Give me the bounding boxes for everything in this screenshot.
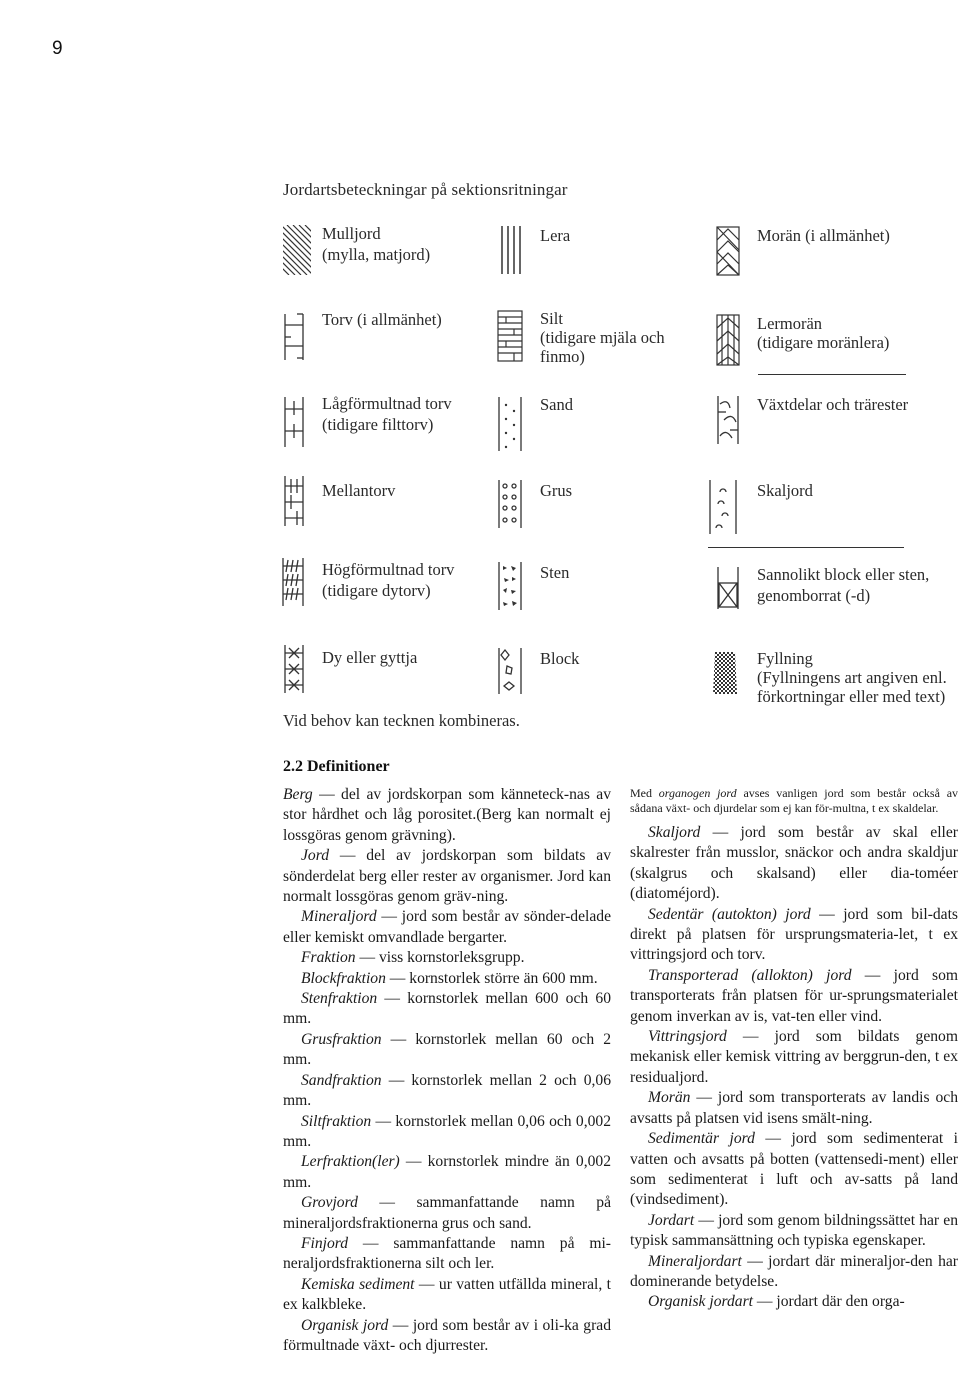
lera-label: Lera <box>540 226 571 245</box>
definition-term: Grovjord <box>301 1194 358 1212</box>
section-title: 2.2 Definitioner <box>283 758 390 775</box>
definition-term: Sedimentär jord <box>648 1130 755 1148</box>
definition-text: — jordart där den orga- <box>752 1293 905 1311</box>
sten-icon <box>497 560 523 612</box>
hogformultnad-subtitle: (tidigare dytorv) <box>322 581 431 600</box>
definition-text: — jord som genom bildningssättet har en typisk sammansättning och typiska egenskaper. <box>630 1211 958 1250</box>
silt-icon <box>497 310 523 362</box>
mellantorv-label: Mellantorv <box>322 481 396 500</box>
mulljord-label <box>322 223 430 265</box>
lermoran-name: Lermorän <box>757 314 823 333</box>
sand-dots-icon <box>497 395 523 453</box>
lagformultnad-subtitle: (tidigare filttorv) <box>322 415 434 434</box>
definition-text: — kornstorlek mellan 600 och 60 mm. <box>283 990 611 1028</box>
definition-entry <box>283 1316 611 1357</box>
definition-term: Morän <box>648 1089 691 1107</box>
definition-entry <box>283 1193 611 1234</box>
definition-text: — kornstorlek större än 600 mm. <box>385 969 598 987</box>
definition-term: Skaljord <box>648 824 701 841</box>
definition-text: — kornstorlek mindre än 0,002 mm. <box>283 1153 611 1191</box>
definition-entry <box>283 785 611 846</box>
definition-term: Vittringsjord <box>648 1028 727 1046</box>
lagformultnad-name: Lågförmultnad torv <box>322 394 452 413</box>
definition-entry <box>630 1252 958 1293</box>
fyllning-subtitle-1: (Fyllningens art angiven enl. <box>757 668 947 687</box>
mellantorv-icon <box>283 474 305 528</box>
definition-text: — del av jordskorpan som bildats av sönderdelat berg eller rester av organismer. Jord kan normalt lossgöras genom gräv-ning. <box>283 847 611 906</box>
fyllning-icon <box>713 650 737 696</box>
definition-text: — jord som består av skal eller skalrester från musslor, snäckor och andra skaldjur (skalgrus och skalsand) eller dia-toméer (diatoméjord). <box>630 824 958 903</box>
legend-heading: Jordartsbeteckningar på sektionsritningar <box>283 180 568 199</box>
fyllning-subtitle-2: förkortningar eller med text) <box>757 687 946 706</box>
definition-entry <box>283 1071 611 1112</box>
definition-term: Organisk jordart <box>648 1293 753 1311</box>
organogen-note <box>630 786 958 816</box>
definition-entry <box>283 989 611 1030</box>
sand-label: Sand <box>540 395 573 414</box>
definition-term: Organisk jord <box>301 1316 389 1334</box>
definition-entry <box>630 966 958 1027</box>
lagformultnad-torv-icon <box>283 395 305 449</box>
block-icon <box>497 646 523 696</box>
fyllning-name: Fyllning <box>757 649 813 668</box>
mulljord-subtitle: (mylla, matjord) <box>322 245 431 264</box>
moran-label: Morän (i allmänhet) <box>757 226 890 245</box>
silt-subtitle-1: (tidigare mjäla och <box>540 328 665 347</box>
definition-entry <box>630 1027 958 1088</box>
definition-text: — jord som transporterats från platsen för ur-sprungsmaterialet genom inverkan av is, vat-ten eller vind. <box>630 966 958 1025</box>
fyllning-label <box>757 649 947 706</box>
dy-gyttja-icon <box>283 643 305 695</box>
lermoran-label <box>757 314 889 352</box>
mulljord-name: Mulljord <box>322 224 381 243</box>
definition-text: — jord som transporterats av landis och avsatts på platsen vid isens smält-ning. <box>630 1089 958 1127</box>
mulljord-hatch-icon <box>283 225 311 275</box>
definition-entry <box>283 1275 611 1316</box>
definition-text: — del av jordskorpan som känneteck-nas av stor hårdhet och låg porositet.(Berg kan normalt ej lossgöras genom grävning). <box>283 786 611 844</box>
legend-rule <box>758 374 906 375</box>
definition-text: — sammanfattande namn på mi-neraljordsfraktionerna silt och ler. <box>283 1234 611 1273</box>
definition-term: Siltfraktion <box>301 1112 372 1130</box>
moran-triangle-icon <box>716 226 740 276</box>
definition-term: Berg <box>283 786 313 803</box>
definition-text: — kornstorlek mellan 60 och 2 mm. <box>283 1030 611 1069</box>
definition-entry <box>630 1292 958 1312</box>
definition-text: — sammanfattande namn på mineraljordsfraktionerna grus och sand. <box>283 1194 611 1232</box>
definition-entry <box>630 1211 958 1252</box>
definition-term: Finjord <box>301 1234 349 1252</box>
sannolikt-block-icon <box>716 565 740 611</box>
torv-icon <box>283 312 305 362</box>
dy-label: Dy eller gyttja <box>322 648 418 667</box>
definition-term: Lerfraktion(ler) <box>301 1153 400 1171</box>
definition-entry <box>630 823 958 905</box>
definition-text: — jord som består av i oli-ka grad förmultnade växt- och djurrester. <box>283 1316 612 1354</box>
definition-term: Mineraljordart <box>648 1252 742 1270</box>
sannolikt-subtitle: genomborrat (-d) <box>757 586 871 605</box>
definitions-left-column <box>283 785 611 1356</box>
grus-icon <box>497 478 523 530</box>
definition-entry <box>630 1129 958 1211</box>
definition-term: Transporterad (allokton) jord <box>648 966 852 984</box>
sannolikt-name: Sannolikt block eller sten, <box>757 565 930 584</box>
definition-entry <box>630 905 958 966</box>
definitions-right-column <box>630 786 958 1313</box>
definition-term: Grusfraktion <box>301 1030 382 1048</box>
definition-term: Sedentär (autokton) jord <box>648 905 811 923</box>
note-text: avses vanligen jord som består också av sådana växt- och djurdelar som ej kan för-multna, t ex skaldelar. <box>630 786 959 815</box>
hogformultnad-label <box>322 559 454 601</box>
hogformultnad-torv-icon <box>281 556 305 608</box>
definition-text: — kornstorlek mellan 0,06 och 0,002 mm. <box>283 1112 611 1150</box>
sten-label: Sten <box>540 563 570 582</box>
lermoran-subtitle: (tidigare moränlera) <box>757 333 890 352</box>
vaxtdelar-label: Växtdelar och trärester <box>757 395 909 414</box>
definition-text: — jord som bil-dats direkt på platsen för ursprungsmateria-let, t ex vittringsjord och torv. <box>630 905 959 964</box>
definition-term: Kemiska sediment <box>301 1275 415 1293</box>
definition-entry <box>283 1152 611 1193</box>
definition-text: — jord som bildats genom mekanisk eller kemisk vittring av berggrun-den, t ex residualjord. <box>630 1028 958 1086</box>
definition-term: Stenfraktion <box>301 990 378 1008</box>
definition-text: — kornstorlek mellan 2 och 0,06 mm. <box>283 1071 611 1110</box>
definition-text: — jord som sedimenterat i vatten och avsatts på botten (vattensedi-ment) eller som sedimenterat i luft och av-satts på land (vindsediment). <box>630 1130 958 1209</box>
definition-term: Fraktion <box>301 949 356 967</box>
hogformultnad-name: Högförmultnad torv <box>322 560 455 579</box>
definition-term: Jord <box>301 847 330 865</box>
definition-text: — viss kornstorleksgrupp. <box>355 949 525 967</box>
combine-note: Vid behov kan tecknen kombineras. <box>283 711 520 730</box>
definition-text: — jord som består av sönder-delade eller kemiskt omvandlade bergarter. <box>283 908 611 946</box>
vaxtdelar-icon <box>716 394 740 446</box>
definition-term: Jordart <box>648 1211 695 1229</box>
definition-term: Mineraljord <box>301 908 377 926</box>
lera-lines-icon <box>500 226 524 274</box>
definition-entry <box>283 969 611 989</box>
lagformultnad-label <box>322 393 452 435</box>
silt-name: Silt <box>540 309 563 328</box>
block-label: Block <box>540 649 580 668</box>
skaljord-label: Skaljord <box>757 481 813 500</box>
note-term: organogen jord <box>658 786 737 800</box>
silt-subtitle-2: finmo) <box>540 347 585 366</box>
grus-label: Grus <box>540 481 573 500</box>
definition-entry <box>283 1112 611 1153</box>
skaljord-icon <box>708 478 738 536</box>
sannolikt-label <box>757 564 929 606</box>
definition-term: Sandfraktion <box>301 1071 382 1089</box>
definition-term: Blockfraktion <box>301 969 386 987</box>
definition-entry <box>283 948 611 968</box>
definition-entry <box>283 1234 611 1275</box>
page-number: 9 <box>52 38 63 59</box>
torv-label: Torv (i allmänhet) <box>322 310 442 329</box>
definition-entry <box>283 1030 611 1071</box>
silt-label <box>540 309 665 366</box>
note-prefix: Med <box>630 786 659 800</box>
definition-entry <box>283 846 611 907</box>
definition-text: — jordart där mineraljor-den har dominerande betydelse. <box>630 1252 958 1290</box>
lermoran-icon <box>716 314 740 366</box>
definition-entry <box>630 1088 958 1129</box>
definition-text: — ur vatten utfällda mineral, t ex kalkbleke. <box>283 1275 611 1314</box>
definition-entry <box>283 907 611 948</box>
legend-rule <box>708 547 904 548</box>
